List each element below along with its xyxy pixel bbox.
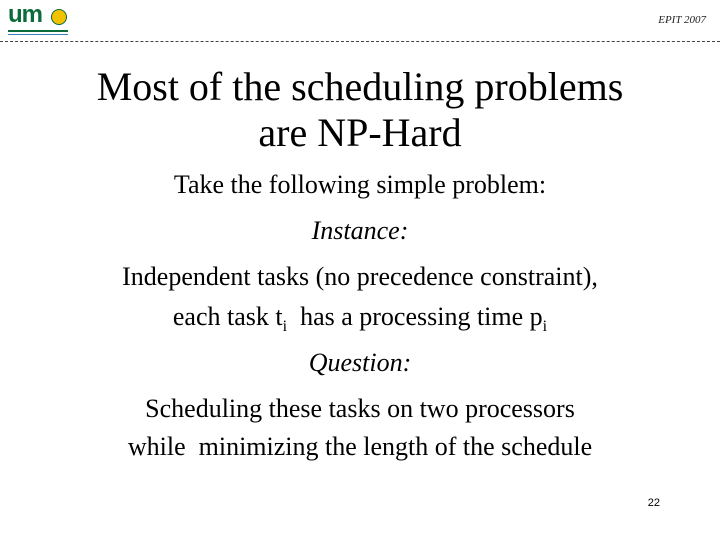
header-divider	[0, 41, 720, 42]
slide-header	[0, 0, 720, 44]
subscript-i-1: i	[282, 318, 288, 335]
conference-label: EPIT 2007	[658, 14, 706, 26]
question-line-1: Scheduling these tasks on two processors	[145, 394, 575, 423]
logo-underline-secondary	[8, 34, 68, 35]
page-number: 22	[647, 497, 660, 509]
logo-ball-icon	[51, 9, 67, 25]
instance-line-1: Independent tasks (no precedence constraint),	[122, 262, 598, 291]
question-label: Question:	[308, 348, 412, 377]
university-logo	[8, 1, 70, 39]
intro-text: Take the following simple problem:	[173, 170, 547, 199]
subscript-i-2: i	[542, 318, 548, 335]
instance-label: Instance:	[311, 216, 409, 245]
slide-title	[0, 64, 720, 156]
title-line-2: are NP-Hard	[258, 110, 462, 155]
title-line-1: Most of the scheduling problems	[96, 64, 624, 109]
logo-underline	[8, 30, 68, 32]
instance-line-2-b: has a processing time p	[287, 302, 543, 331]
instance-line-2	[0, 300, 720, 346]
question-line-2: while minimizing the length of the schedule	[127, 432, 593, 461]
logo-text: um	[8, 1, 42, 28]
instance-line-2-a: each task t	[172, 302, 283, 331]
slide-body	[0, 168, 720, 476]
